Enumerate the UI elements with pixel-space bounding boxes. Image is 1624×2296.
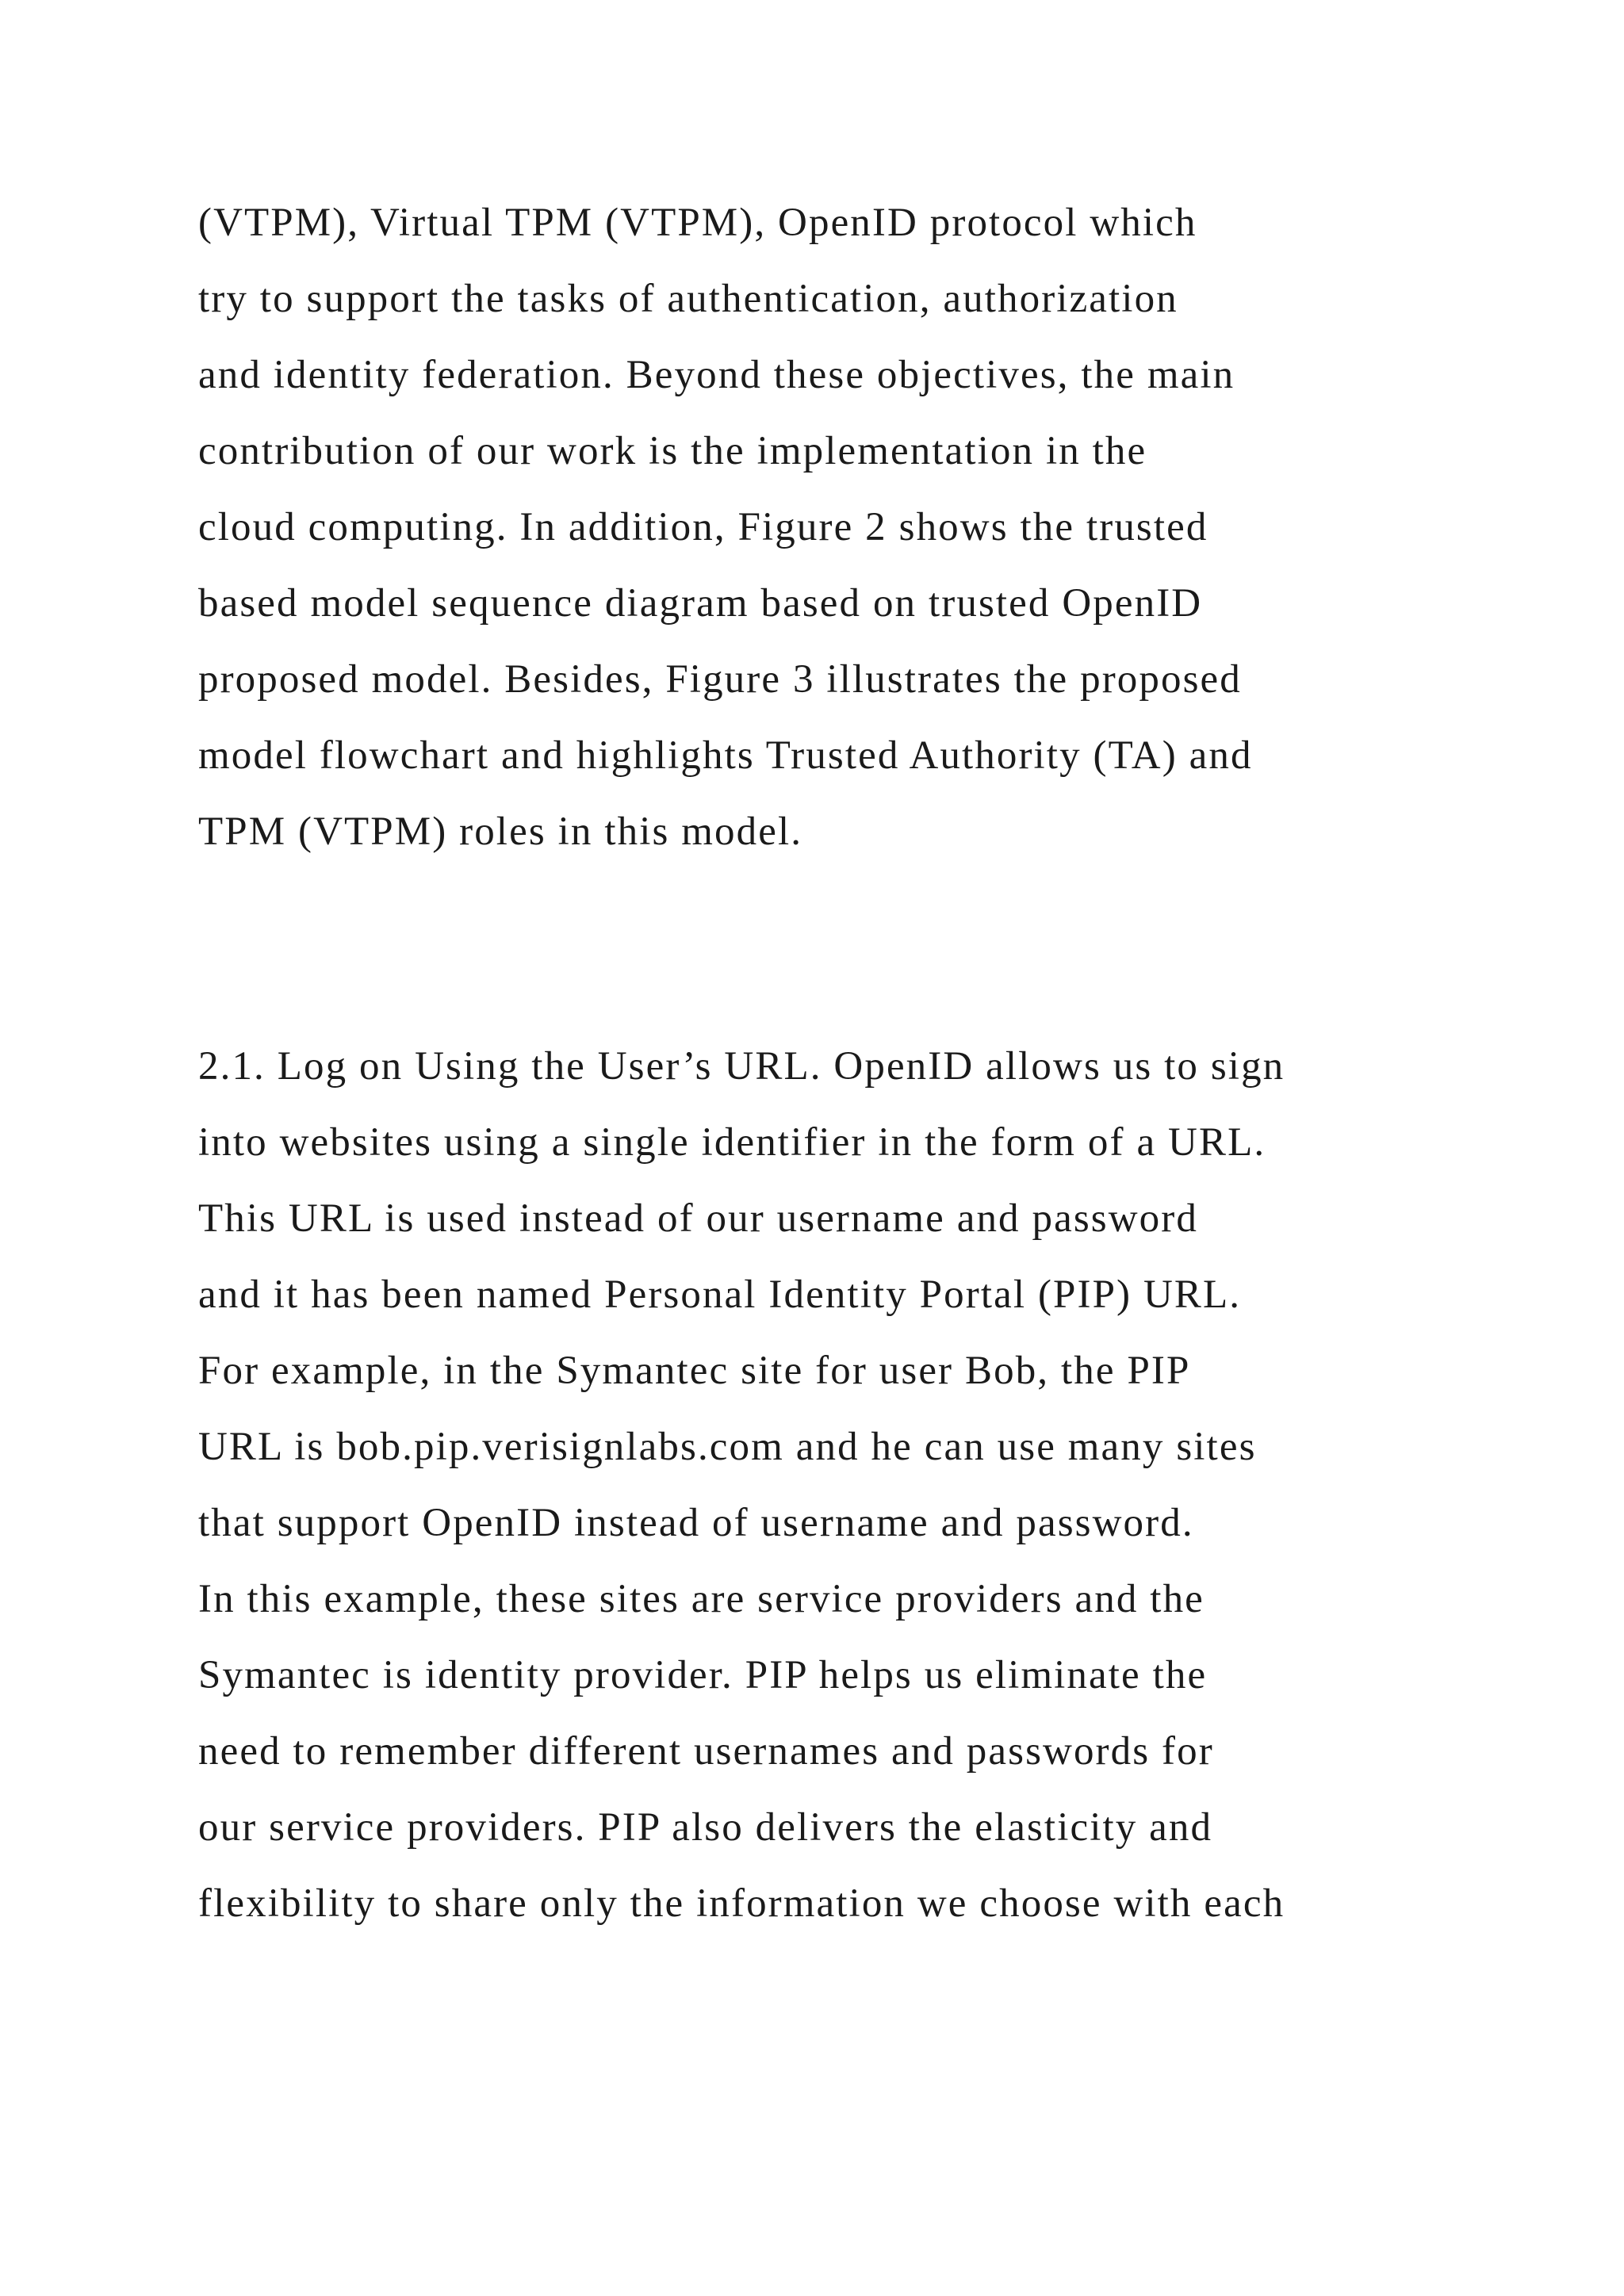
text-line: our service providers. PIP also delivers the elasticity and: [198, 1805, 1213, 1850]
text-line: into websites using a single identifier in the form of a URL.: [198, 1120, 1266, 1165]
text-line: that support OpenID instead of username and password.: [198, 1501, 1194, 1545]
text-line: contribution of our work is the implementation in the: [198, 429, 1147, 473]
text-line: need to remember different usernames and passwords for: [198, 1729, 1214, 1774]
text-line: and identity federation. Beyond these objectives, the main: [198, 353, 1235, 397]
text-line: In this example, these sites are service providers and the: [198, 1577, 1205, 1621]
paragraph-intro: [198, 185, 1594, 870]
paragraph-section-2-1: [198, 1028, 1594, 1942]
text-line: Symantec is identity provider. PIP helps us eliminate the: [198, 1653, 1208, 1697]
text-line: proposed model. Besides, Figure 3 illustrates the proposed: [198, 657, 1242, 702]
text-line: This URL is used instead of our username and password: [198, 1196, 1198, 1241]
text-line: URL is bob.pip.verisignlabs.com and he can use many sites: [198, 1425, 1257, 1469]
text-line: flexibility to share only the information we choose with each: [198, 1881, 1285, 1926]
text-line: try to support the tasks of authentication, authorization: [198, 277, 1178, 321]
text-line: and it has been named Personal Identity Portal (PIP) URL.: [198, 1272, 1242, 1317]
text-line: model flowchart and highlights Trusted Authority (TA) and: [198, 733, 1253, 778]
text-line: based model sequence diagram based on trusted OpenID: [198, 581, 1203, 626]
text-line: For example, in the Symantec site for user Bob, the PIP: [198, 1349, 1191, 1393]
text-line: TPM (VTPM) roles in this model.: [198, 809, 803, 854]
text-line: 2.1. Log on Using the User’s URL. OpenID allows us to sign: [198, 1044, 1285, 1089]
text-line: cloud computing. In addition, Figure 2 shows the trusted: [198, 505, 1208, 549]
text-line: (VTPM), Virtual TPM (VTPM), OpenID protocol which: [198, 201, 1197, 245]
